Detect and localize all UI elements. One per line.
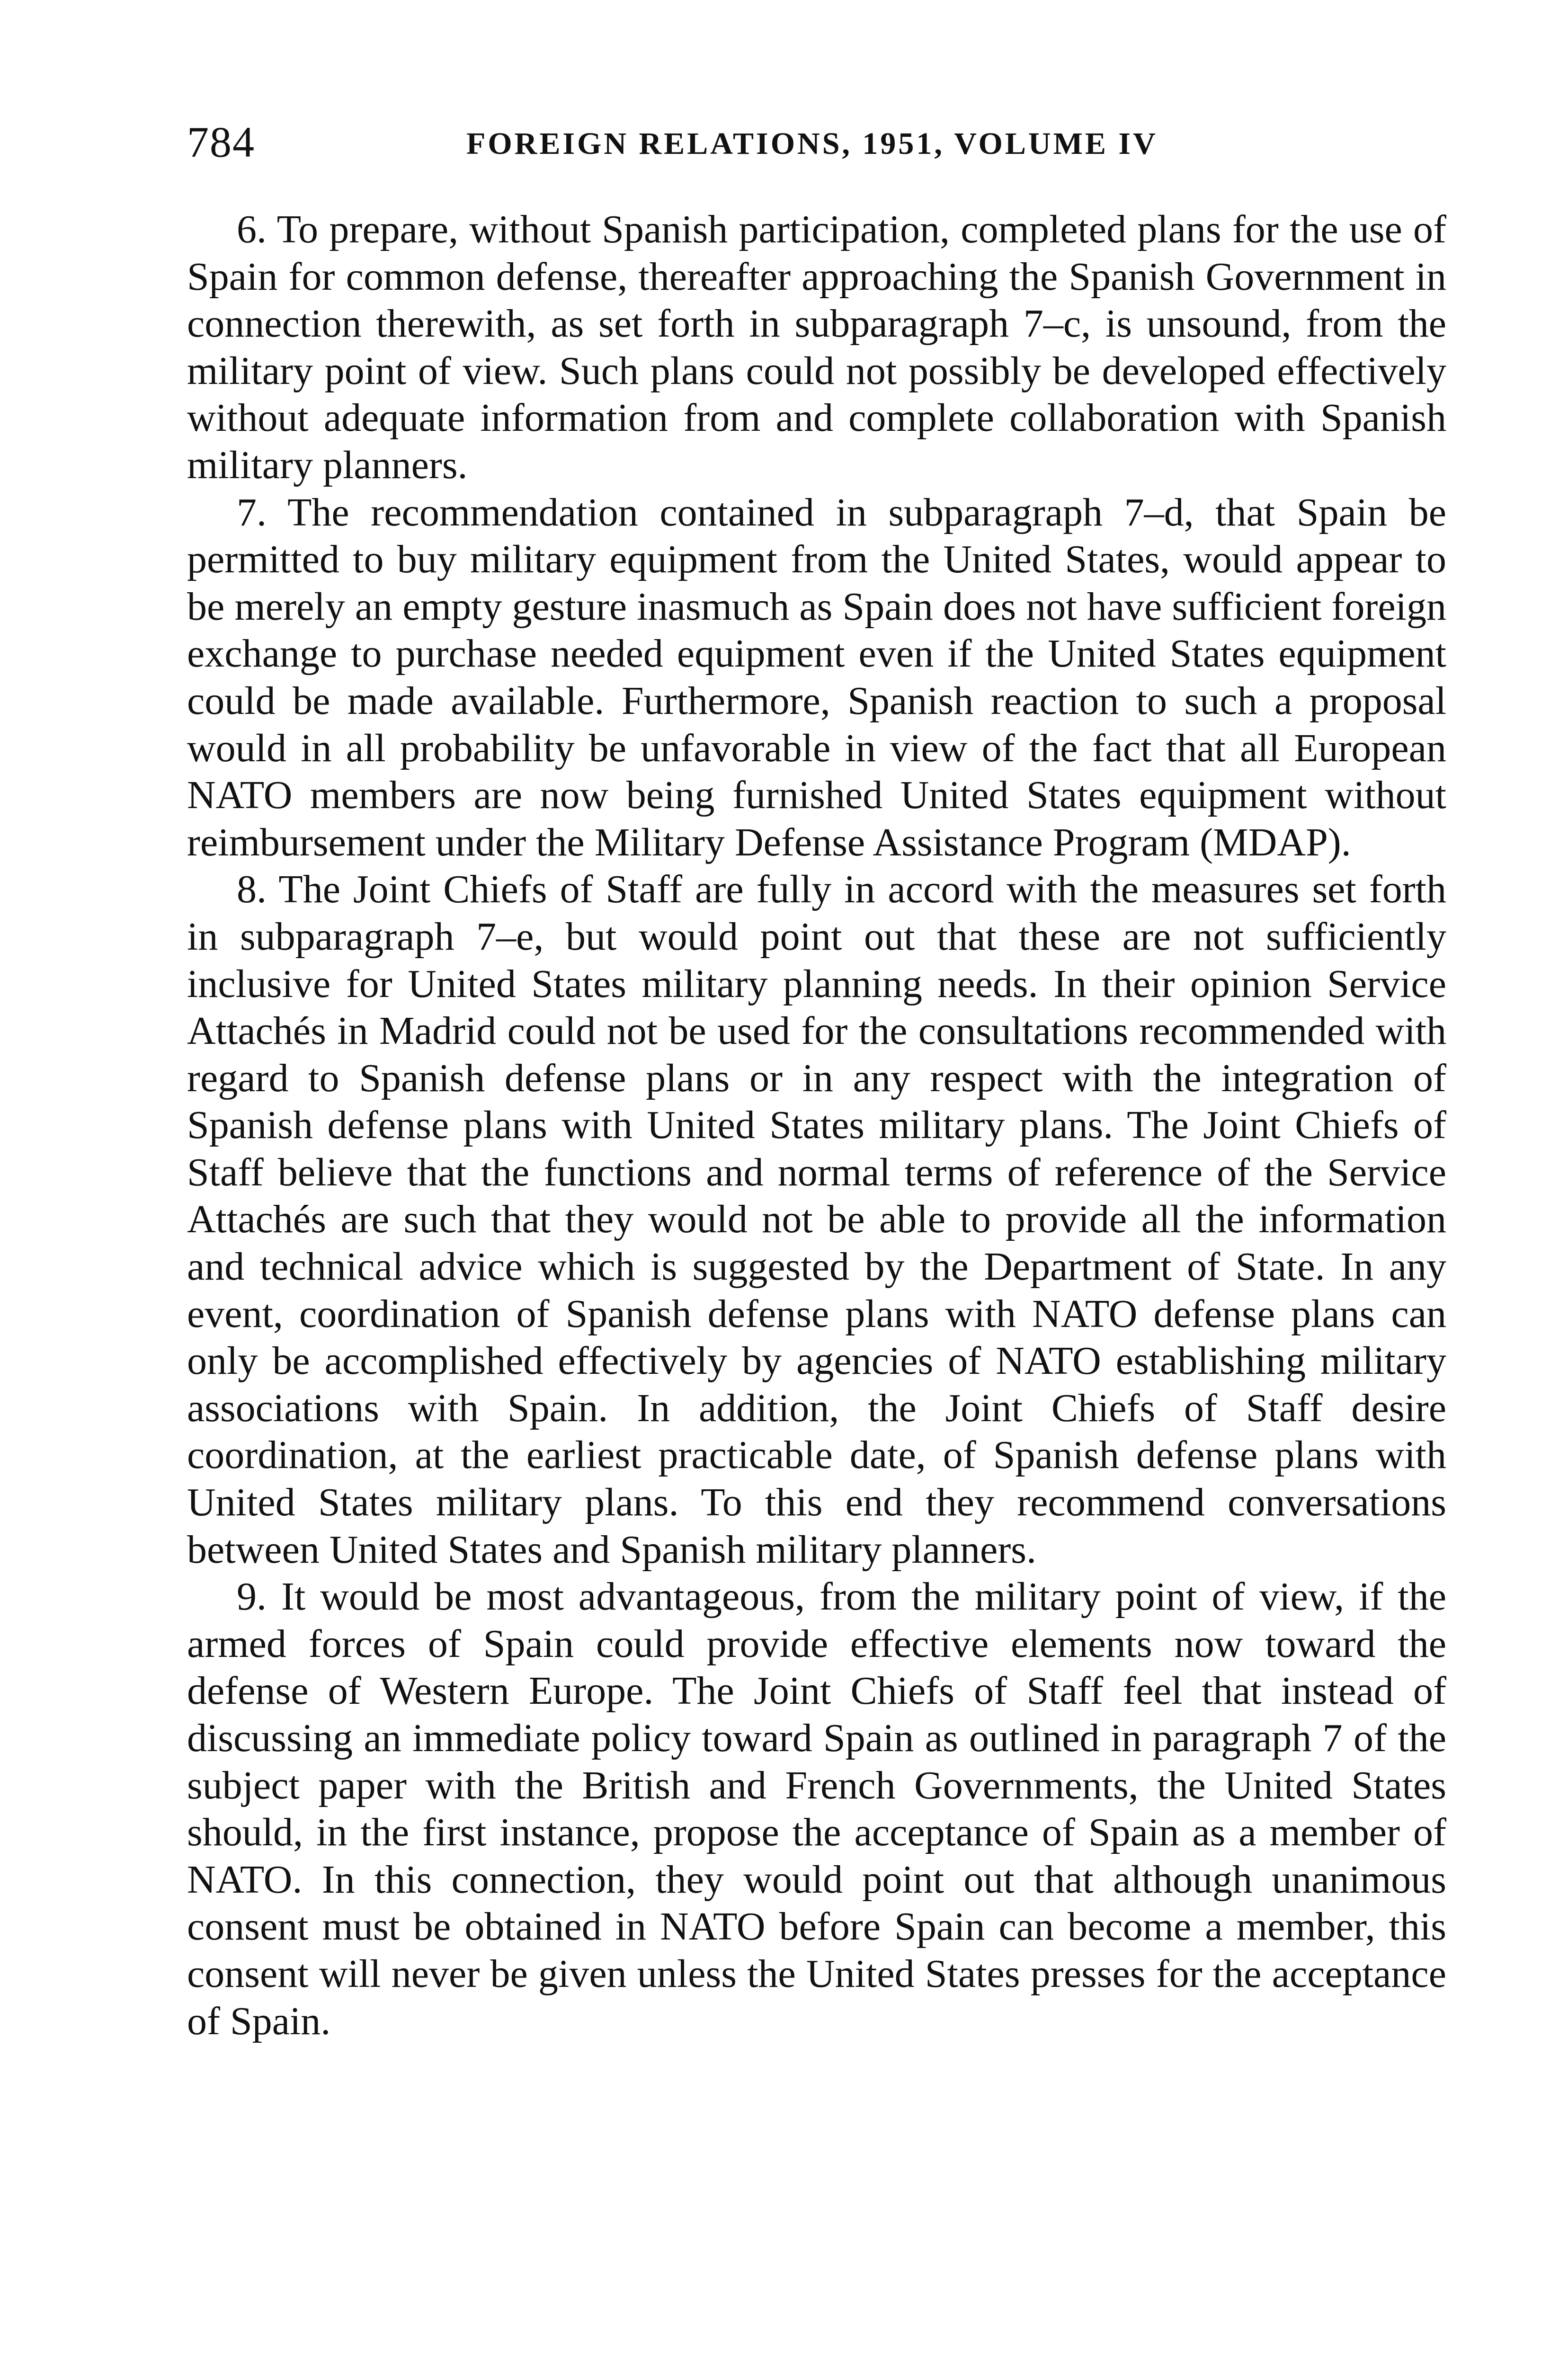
paragraph-8: 8. The Joint Chiefs of Staff are fully in accord with the measures set forth in subparagraph 7–e, but would point out that these are not sufficiently inclusive for United States military planning needs. In their opinion Service Attachés in Madrid could not be used for the consultations recommended with regard to Spanish defense plans or in any respect with the integration of Spanish defense plans with United States military plans. The Joint Chiefs of Staff believe that the functions and normal terms of reference of the Service Attachés are such that they would not be able to provide all the information and technical advice which is suggested by the Department of State. In any event, coordination of Spanish defense plans with NATO defense plans can only be accomplished effectively by agencies of NATO establishing military associations with Spain. In addition, the Joint Chiefs of Staff desire coordination, at the earliest practicable date, of Spanish defense plans with United States military plans. To this end they recommend conversations between United States and Spanish military planners. [187,867,1446,1572]
running-head [187,114,1446,170]
running-title: FOREIGN RELATIONS, 1951, VOLUME IV [466,126,1158,161]
paragraph-9: 9. It would be most advantageous, from the military point of view, if the armed forces of Spain could provide effective elements now toward the defense of Western Europe. The Joint Chiefs of Staff feel that instead of discussing an immediate policy toward Spain as outlined in paragraph 7 of the subject paper with the British and French Governments, the United States should, in the first instance, propose the acceptance of Spain as a member of NATO. In this connection, they would point out that although unanimous consent must be obtained in NATO before Spain can become a member, this consent will never be given unless the United States presses for the acceptance of Spain. [187,1575,1446,2043]
paragraph-7: 7. The recommendation contained in subparagraph 7–d, that Spain be permitted to buy military equipment from the United States, would appear to be merely an empty gesture inasmuch as Spain does not have sufficient foreign exchange to purchase needed equipment even if the United States equipment could be made available. Furthermore, Spanish reaction to such a proposal would in all probability be unfavorable in view of the fact that all European NATO members are now being furnished United States equipment without reimbursement under the Military Defense Assistance Program (MDAP). [187,490,1446,864]
body-text [187,206,1446,2045]
paragraph-6: 6. To prepare, without Spanish participation, completed plans for the use of Spain for common defense, thereafter approaching the Spanish Government in connection therewith, as set forth in subparagraph 7–c, is unsound, from the military point of view. Such plans could not possibly be developed effectively without adequate information from and complete collaboration with Spanish military planners. [187,207,1446,487]
page-number: 784 [187,118,255,166]
